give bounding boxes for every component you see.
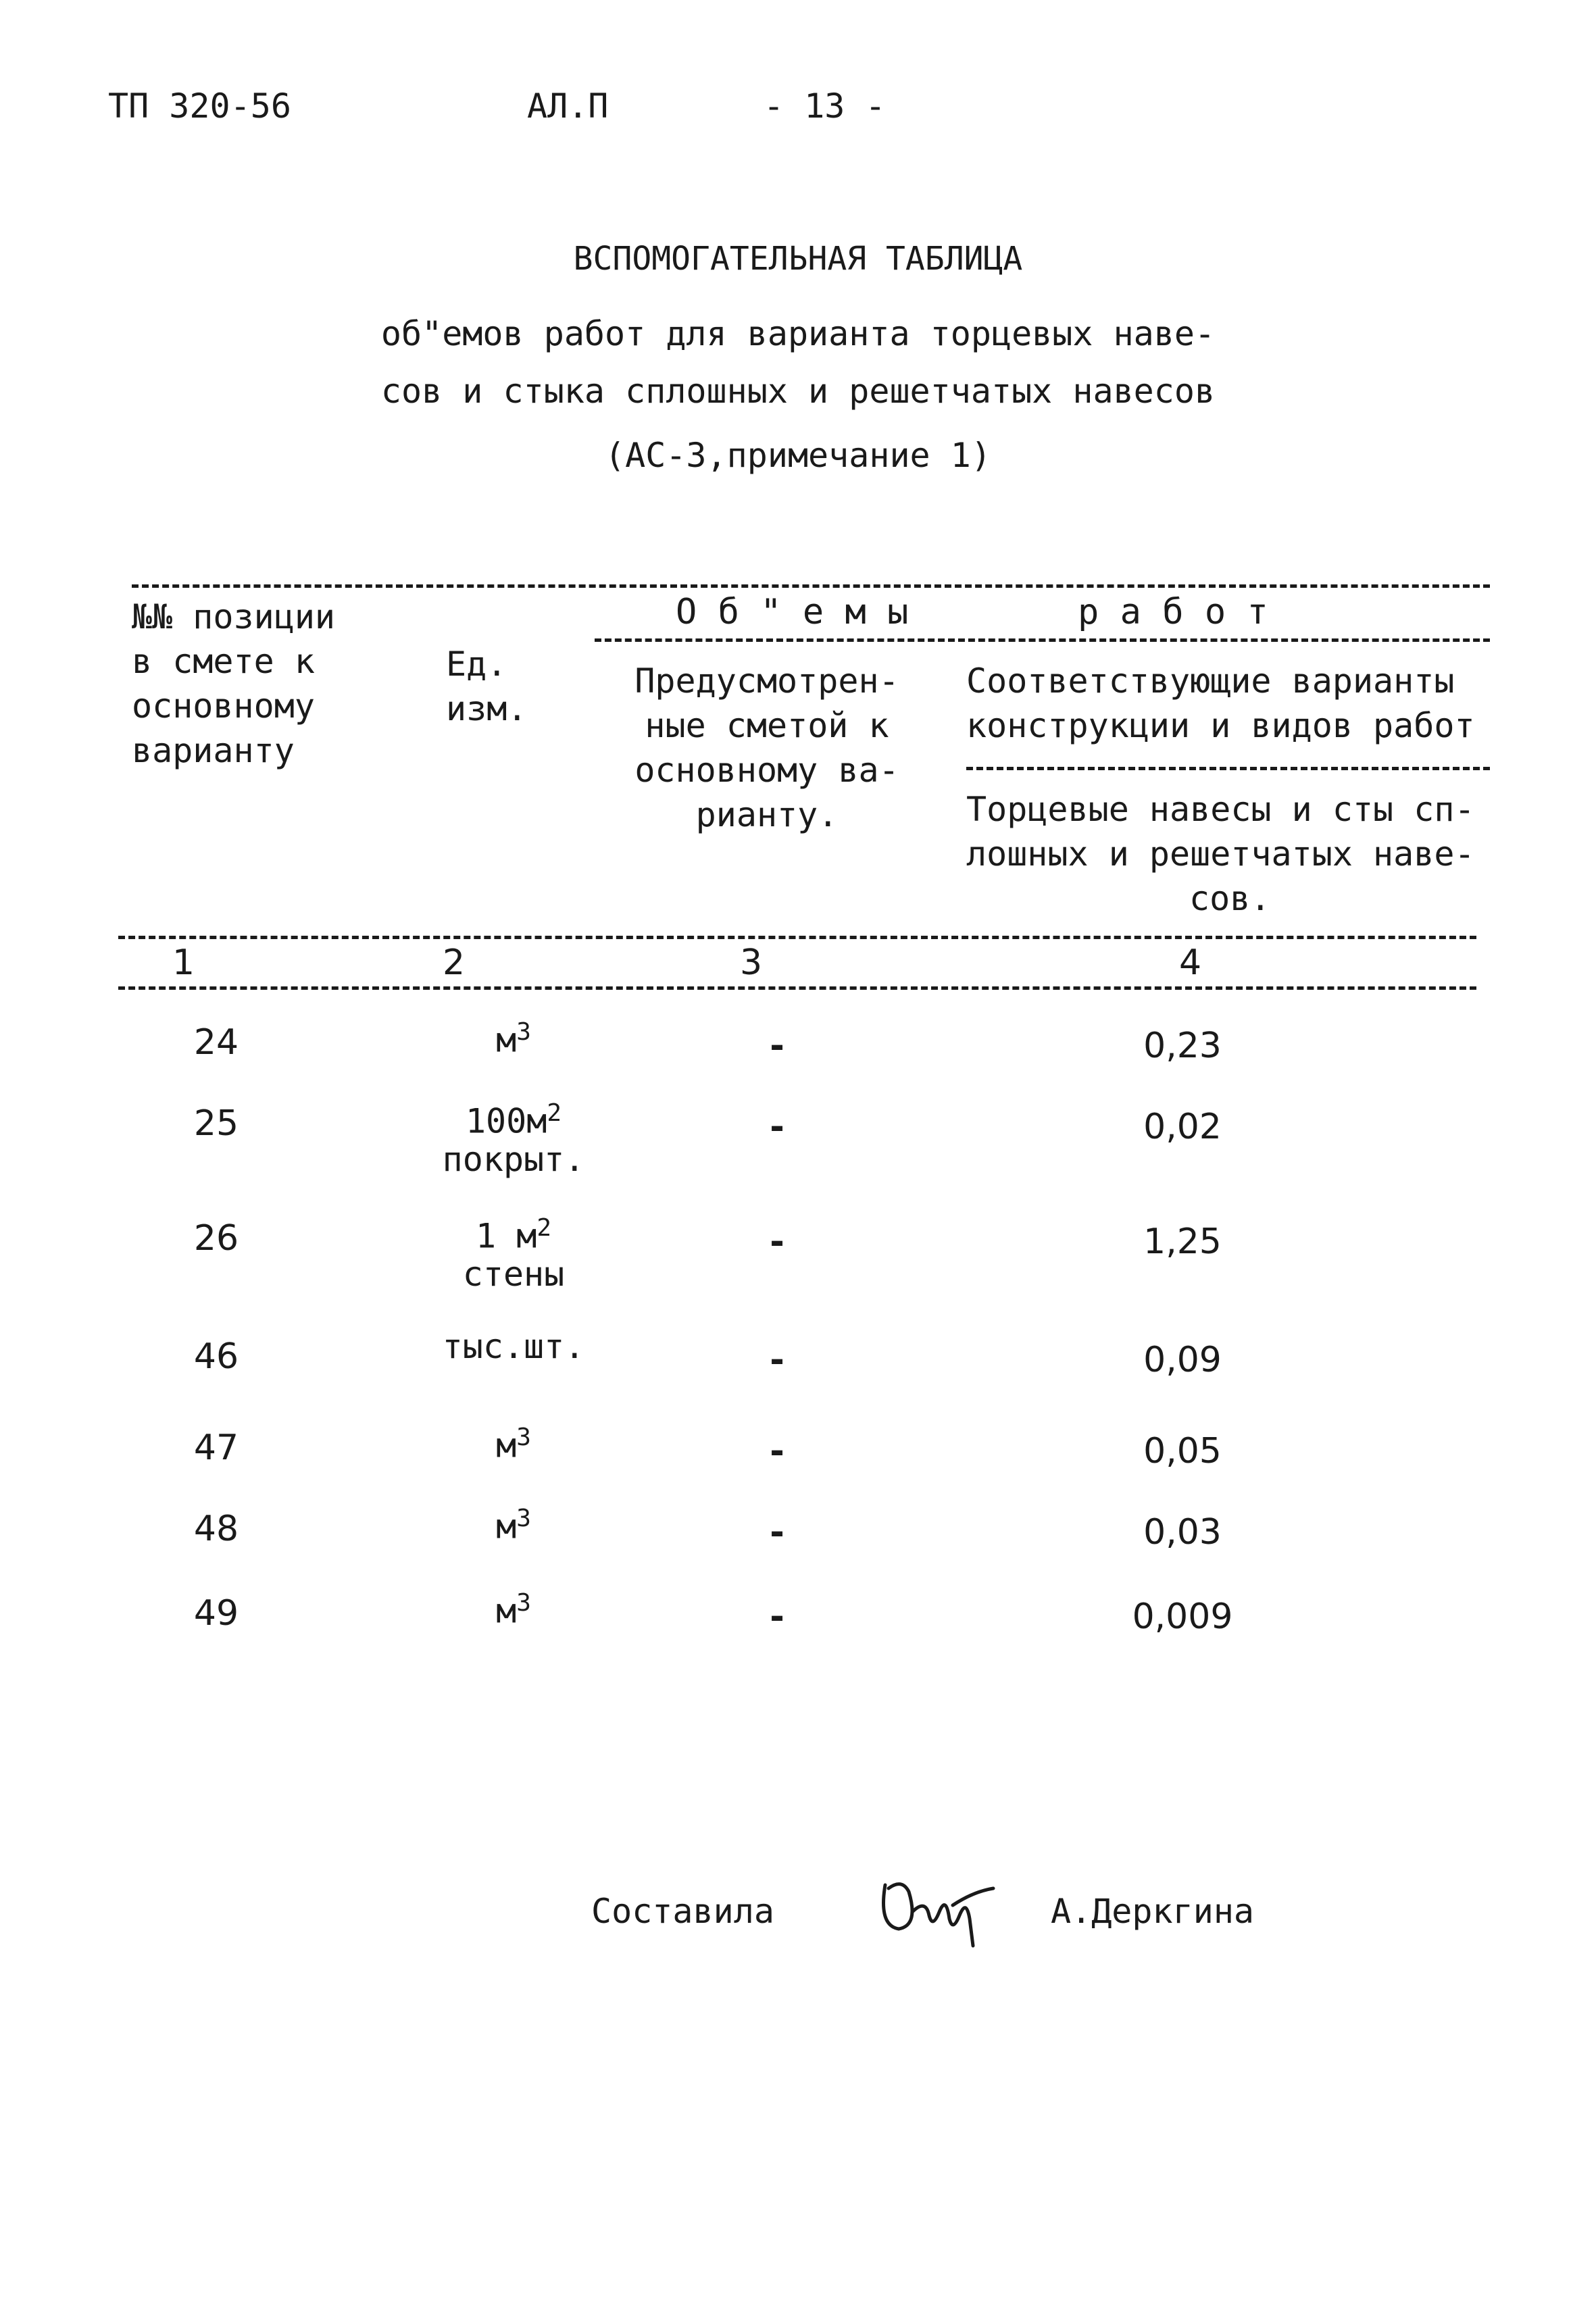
col3-header-line: ные сметой к (645, 706, 889, 745)
row-planned: - (770, 1596, 784, 1637)
row-position: 25 (193, 1103, 239, 1144)
row-position: 26 (193, 1218, 239, 1259)
group-header-left: О б " е м ы (676, 592, 909, 632)
row-planned: - (770, 1512, 784, 1553)
row-unit (378, 1419, 649, 1465)
col4-subheader-line: сов. (1189, 879, 1271, 918)
row-unit (378, 1584, 649, 1630)
row-unit (378, 1328, 649, 1365)
row-planned: - (770, 1431, 784, 1472)
row-unit (378, 1013, 649, 1059)
row-planned: - (770, 1107, 784, 1147)
column-number-1: 1 (172, 942, 195, 983)
row-unit-line2: стены (462, 1254, 565, 1294)
table-top-rule (132, 584, 1490, 588)
group-header-rule (595, 638, 1490, 642)
col4-header-line: конструкции и видов работ (966, 706, 1475, 745)
col4-sub-rule (966, 767, 1490, 770)
row-planned: - (770, 1026, 784, 1066)
col1-header-line: основному (132, 686, 315, 726)
column-number-3: 3 (740, 942, 763, 983)
col2-header-line: Ед. (446, 645, 507, 684)
row-unit-exponent: 3 (516, 1018, 531, 1046)
col3-header (622, 659, 912, 837)
col1-header (132, 595, 335, 773)
row-unit-text: 1 м (476, 1216, 537, 1256)
subtitle-line-2: сов и стыка сплошных и решетчатых навесов (380, 372, 1216, 411)
row-unit-text: м (496, 1426, 517, 1465)
handwritten-signature (872, 1865, 1007, 1953)
row-value: 0,009 (1132, 1596, 1233, 1637)
column-numbers-rule (118, 986, 1476, 990)
row-unit-text: 100м (465, 1101, 547, 1141)
col4-subheader-line: Торцевые навесы и сты сп- (966, 790, 1475, 829)
document-code: ТП 320-56 (108, 86, 291, 126)
row-value: 0,05 (1143, 1431, 1222, 1472)
row-value: 0,03 (1143, 1512, 1222, 1553)
row-unit (378, 1095, 649, 1178)
document-title: ВСПОМОГАТЕЛЬНАЯ ТАБЛИЦА (573, 240, 1023, 278)
group-header-right: р а б о т (1078, 592, 1268, 632)
row-unit-exponent: 3 (516, 1424, 531, 1451)
subtitle-line-1: об"емов работ для варианта торцевых наве- (380, 314, 1216, 353)
row-value: 0,23 (1143, 1026, 1222, 1066)
col4-header-line: Соответствующие варианты (966, 661, 1455, 701)
page-number: - 13 - (764, 86, 886, 126)
row-unit-exponent: 2 (537, 1214, 551, 1242)
col4-subheader-line: лошных и решетчатых наве- (966, 834, 1475, 874)
row-value: 0,02 (1143, 1107, 1222, 1147)
col3-header-line: основному ва- (634, 751, 899, 790)
row-value: 0,09 (1143, 1340, 1222, 1380)
row-position: 48 (193, 1509, 239, 1549)
row-unit-text: тыс.шт. (442, 1327, 585, 1366)
header-bottom-rule (118, 936, 1476, 939)
row-unit-text: м (496, 1020, 517, 1060)
col3-header-line: Предусмотрен- (634, 661, 899, 701)
row-position: 24 (193, 1022, 239, 1063)
column-number-4: 4 (1179, 942, 1202, 983)
row-unit-line2: покрыт. (442, 1139, 585, 1179)
album-number: АЛ.П (527, 86, 609, 126)
col1-header-line: №№ позиции (132, 597, 336, 636)
row-unit (378, 1500, 649, 1546)
col4-header (966, 659, 1475, 748)
row-position: 46 (193, 1336, 239, 1377)
row-unit-exponent: 2 (547, 1099, 562, 1127)
row-position: 47 (193, 1428, 239, 1468)
signature-name: А.Деркгина (1051, 1892, 1255, 1931)
row-unit (378, 1209, 649, 1293)
col2-header-line: изм. (446, 689, 528, 728)
col4-subheader (966, 787, 1475, 921)
column-number-2: 2 (443, 942, 466, 983)
subtitle-line-3: (АС-3,примечание 1) (605, 436, 991, 475)
col1-header-line: варианту (132, 731, 295, 770)
col2-header (446, 642, 527, 731)
row-position: 49 (193, 1593, 239, 1634)
row-unit-text: м (496, 1591, 517, 1631)
row-value: 1,25 (1143, 1222, 1222, 1262)
row-unit-text: м (496, 1507, 517, 1546)
col3-header-line: рианту. (695, 795, 839, 834)
row-unit-exponent: 3 (516, 1589, 531, 1617)
row-planned: - (770, 1340, 784, 1380)
col1-header-line: в смете к (132, 642, 315, 681)
row-planned: - (770, 1222, 784, 1262)
row-unit-exponent: 3 (516, 1505, 531, 1532)
signature-label: Составила (591, 1892, 774, 1931)
